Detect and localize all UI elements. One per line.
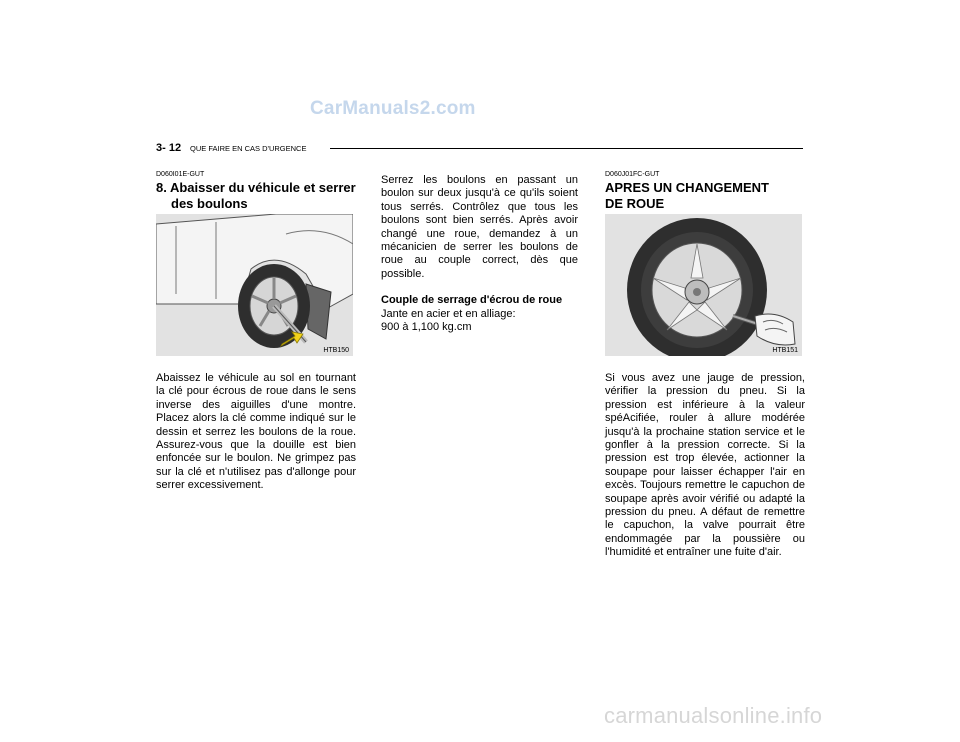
left-column — [156, 171, 356, 493]
header-rule — [330, 148, 803, 149]
section-code: D060I01E-GUT — [156, 171, 205, 178]
section-heading — [156, 180, 356, 212]
right-column — [605, 171, 805, 560]
section-title: QUE FAIRE EN CAS D'URGENCE — [190, 144, 307, 153]
figure-code: HTB151 — [772, 347, 798, 354]
figure-code: HTB150 — [323, 347, 349, 354]
tightening-paragraph: Serrez les boulons en passant un boulon sur deux jusqu'à ce qu'ils soient tous serrés. Contrôlez que tous les boulons sont bien serrés. Après avoir changé une roue, demandez à un mécanicien de serrer les boulons de roue au couple correct, dès que possible. — [381, 174, 578, 280]
torque-heading: Couple de serrage d'écrou de roue — [381, 294, 563, 307]
car-wheel-wrench-illustration — [156, 214, 353, 356]
section-heading-line2: des boulons — [171, 196, 248, 211]
section-heading — [605, 180, 805, 212]
page-number: 3- 12 — [156, 142, 182, 154]
car-wheel-wrench-icon — [156, 214, 353, 356]
middle-column — [381, 174, 578, 334]
tire-pressure-gauge-icon — [605, 214, 802, 356]
watermark-bottom: carmanualsonline.info — [604, 703, 823, 728]
section-code: D060J01FC-GUT — [605, 171, 660, 178]
watermark-top: CarManuals2.com — [310, 98, 476, 119]
torque-spec-line1: Jante en acier et en alliage: — [381, 307, 516, 320]
torque-spec-line2: 900 à 1,100 kg.cm — [381, 321, 472, 334]
section-heading-line1: APRES UN CHANGEMENT — [605, 180, 769, 195]
section-heading-line1: 8. Abaisser du véhicule et serrer — [156, 180, 356, 195]
tire-pressure-paragraph: Si vous avez une jauge de pression, vérifier la pression du pneu. Si la pression est inférieure à la valeur spéAcifiée, rouler à allure modérée jusqu'à la prochaine station service et le gonfler à la pression correcte. Si la pression est trop élevée, actionner la soupape pour laisser échapper l'air en excès. Toujours remettre le capuchon de soupape après avoir vérifié ou adapté la pression du pneu. A défaut de remettre le capuchon, la valve pourrait être endommagée par la poussière ou l'humidité et entraîner une fuite d'air. — [605, 372, 805, 559]
tire-pressure-gauge-illustration — [605, 214, 802, 356]
instruction-paragraph: Abaissez le véhicule au sol en tournant la clé pour écrous de roue dans le sens inverse des aiguilles d'une montre. Placez alors la clé comme indiqué sur le dessin et serrez les boulons de la roue. Assurez-vous que la douille est bien enfoncée sur le boulon. Ne grimpez pas sur la clé et n'utilisez pas d'allonge pour serrer excessivement. — [156, 372, 356, 492]
section-heading-line2: DE ROUE — [605, 196, 665, 211]
